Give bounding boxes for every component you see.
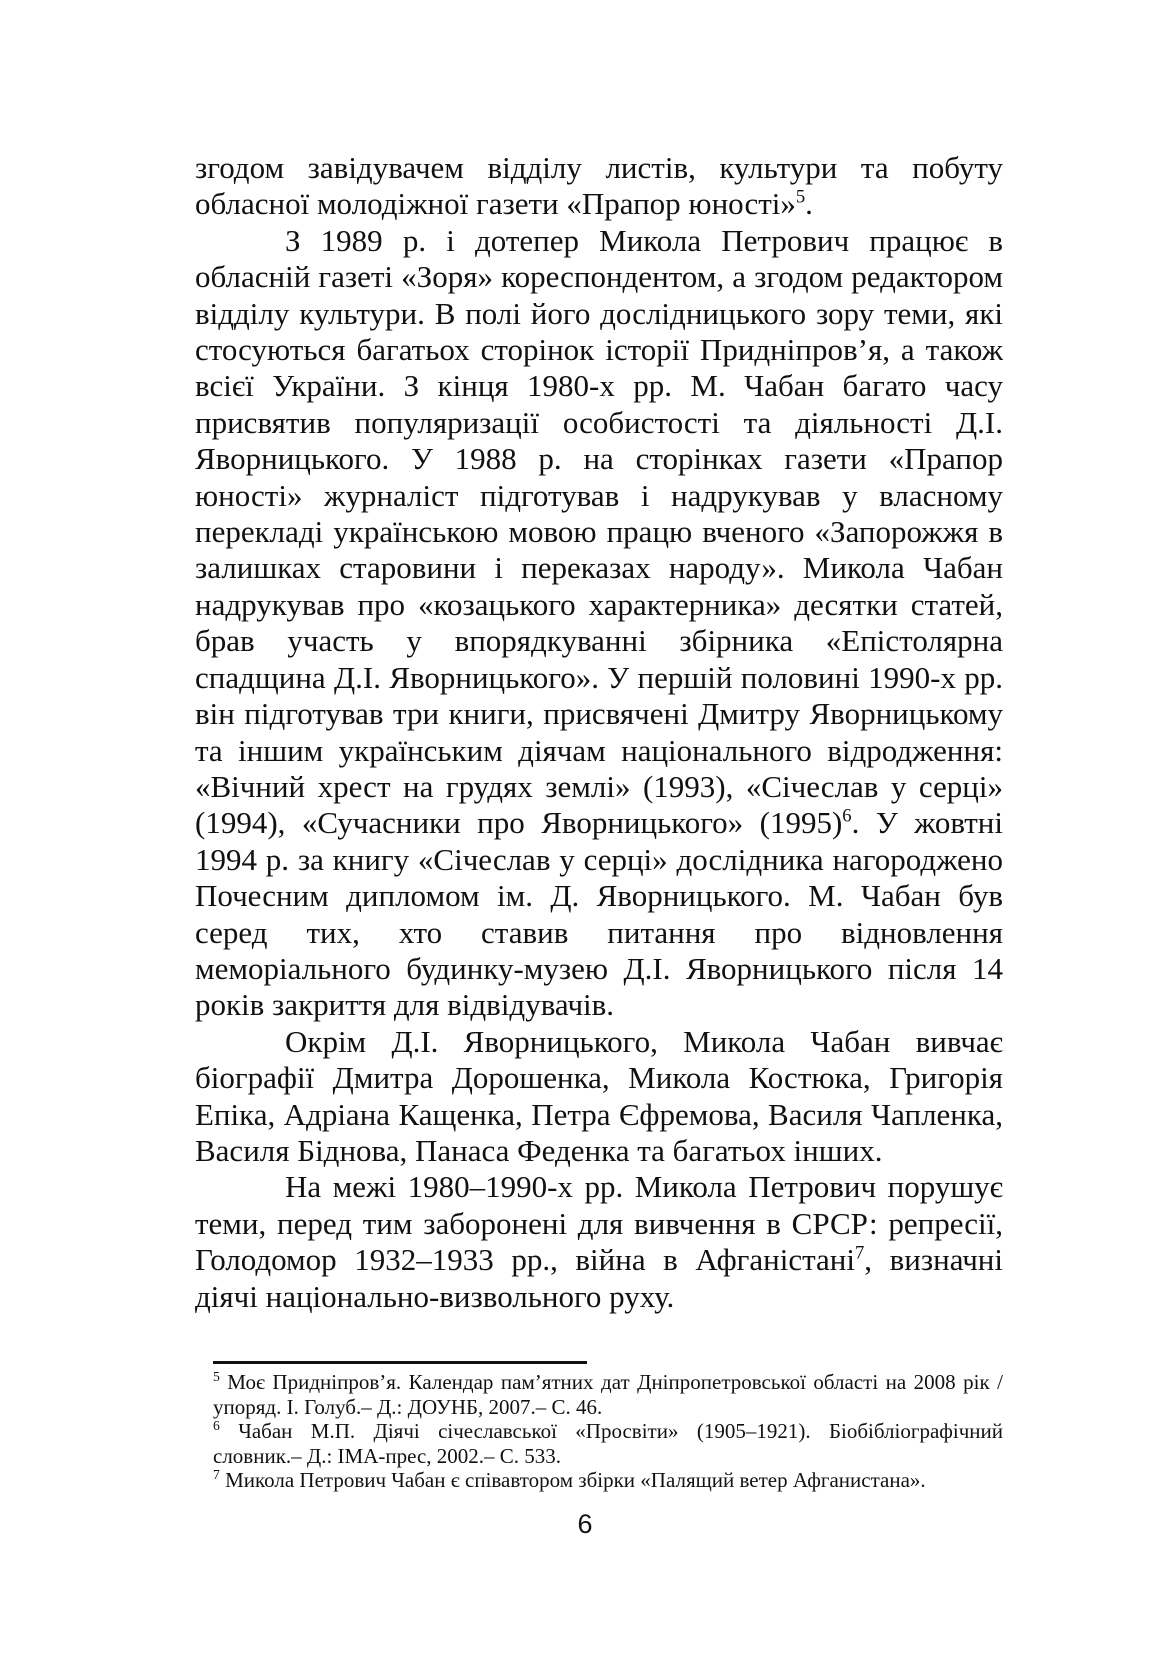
footnote-5 xyxy=(213,1370,1003,1419)
paragraph-1-text: згодом завідувачем відділу листів, культури та побуту обласної молодіжної газети «Прапор юності» xyxy=(195,150,1003,222)
main-text xyxy=(195,150,1003,1315)
page-number: 6 xyxy=(577,1509,593,1539)
footnote-number: 6 xyxy=(213,1418,220,1434)
footnote-text: Чабан М.П. Діячі січеславської «Просвіти» (1905–1921). Біобібліографічний словник.– Д.: ІМА-прес, 2002.– С. 533. xyxy=(213,1419,1003,1468)
footnote-ref-7[interactable]: 7 xyxy=(855,1242,865,1264)
footnote-text: Микола Петрович Чабан є співавтором збірки «Палящий ветер Афганистана». xyxy=(219,1468,926,1493)
paragraph-3 xyxy=(195,1024,1003,1170)
paragraph-1 xyxy=(195,150,1003,223)
paragraph-1-tail: . xyxy=(805,186,813,222)
footnote-number: 5 xyxy=(213,1369,220,1384)
paragraph-3-text: Окрім Д.І. Яворницького, Микола Чабан вивчає біографії Дмитра Дорошенка, Микола Костюка, Григорія Епіка, Адріана Кащенка, Петра Єфремова, Василя Чапленка, Василя Біднова, Панаса Феденка та багатьох інших. xyxy=(195,1023,1003,1168)
paragraph-4-text-b: , визначні діячі національно-визвольного руху. xyxy=(195,1242,1003,1314)
footnote-number: 7 xyxy=(213,1467,220,1483)
footnote-ref-6[interactable]: 6 xyxy=(842,805,852,827)
footnotes xyxy=(213,1370,1003,1493)
paragraph-2-text-a: З 1989 р. і дотепер Микола Петрович працює в обласній газеті «Зоря» кореспондентом, а згодом редактором відділу культури. В полі його дослідницького зору теми, які стосуються багатьох сторінок історії Придніпров’я, а також всієї України. З кінця 1980-х рр. М. Чабан багато часу присвятив популяризації особистості та діяльності Д.І. Яворницького. У 1988 р. на сторінках газети «Прапор юності» журналіст підготував і надрукував у власному перекладі українською мовою працю вченого «Запорожжя в залишках старовини і переказах народу». Микола Чабан надрукував про «козацького характерника» десятки статей, брав участь у впорядкуванні збірника «Епістолярна спадщина Д.І. Яворницького». У першій половині 1990-х рр. він підготував три книги, присвячені Дмитру Яворницькому та іншим українським діячам національного відродження: «Вічний хрест на грудях землі» (1993), «Січеслав у серці» (1994), «Сучасники про Яворницького» (1995) xyxy=(195,222,1003,841)
paragraph-4 xyxy=(195,1169,1003,1315)
paragraph-4-text-a: На межі 1980–1990-х рр. Микола Петрович порушує теми, перед тим заборонені для вивчення в СРСР: репресії, Голодомор 1932–1933 рр., війна в Афганістані xyxy=(195,1169,1003,1278)
footnote-6 xyxy=(213,1419,1003,1468)
footnote-text: Моє Придніпров’я. Календар пам’ятних дат Дніпропетровської області на 2008 рік / упоряд. І. Голуб.– Д.: ДОУНБ, 2007.– С. 46. xyxy=(213,1370,1003,1419)
footnote-separator xyxy=(213,1361,587,1364)
footnote-7 xyxy=(213,1468,1003,1493)
footnote-ref-5[interactable]: 5 xyxy=(795,187,806,209)
paragraph-2-text-b: . У жовтні 1994 р. за книгу «Січеслав у серці» дослідника нагороджено Почесним дипломом ім. Д. Яворницького. М. Чабан був серед тих, хто ставив питання про відновлення меморіального будинку-музею Д.І. Яворницького після 14 років закриття для відвідувачів. xyxy=(195,805,1003,1023)
paragraph-2 xyxy=(195,223,1003,1024)
